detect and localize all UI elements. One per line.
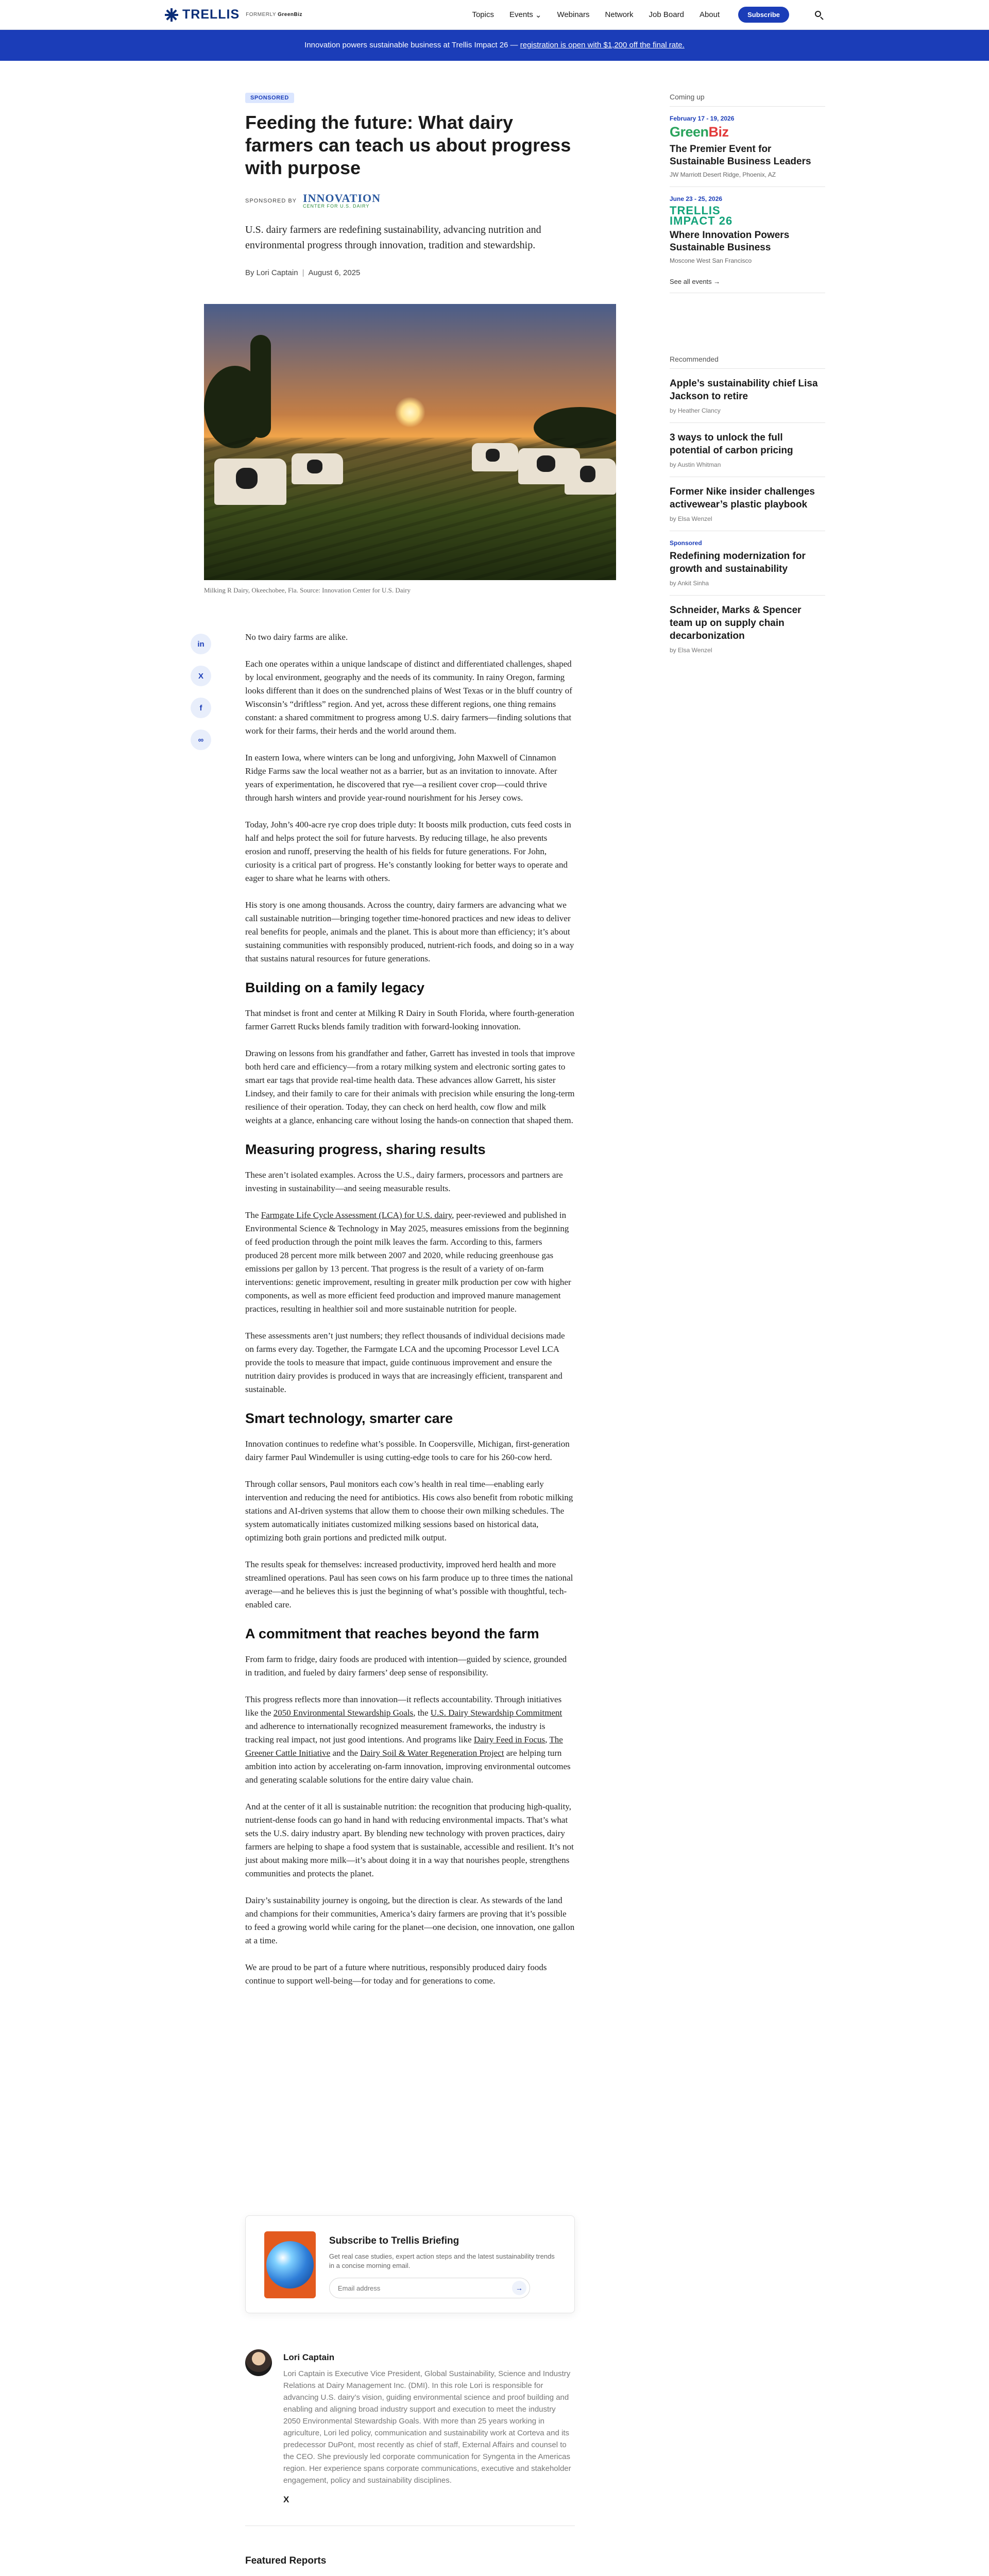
paragraph: His story is one among thousands. Across the country, dairy farmers are advancing what we call sustainable nutrition—bringing together time-honored practices and new ideas to deliver real benefits for people, animals and the planet. This is about more than efficiency; it’s about sustaining communities with responsibly produced, nutrient-rich foods, and doing so in a way that sustains natural resources for future generations. (245, 900, 574, 963)
paragraph: These aren’t isolated examples. Across the U.S., dairy farmers, processors and partners are investing in sustainability—and seeing measurable results. (245, 1170, 563, 1193)
paragraph: From farm to fridge, dairy foods are produced with intention—guided by science, grounded in tradition, and fueled by dairy farmers’ deep sense of responsibility. (245, 1654, 567, 1677)
recommended-item[interactable]: Former Nike insider challenges activewear’s plastic playbook by Elsa Wenzel (670, 485, 825, 531)
chevron-down-icon: ⌄ (535, 10, 542, 20)
nav-about[interactable]: About (699, 10, 720, 19)
x-icon[interactable]: X (191, 666, 211, 686)
sun-glow (395, 397, 425, 428)
copy-link-icon[interactable]: ∞ (191, 730, 211, 750)
soil-water-link[interactable]: Dairy Soil & Water Regeneration Project (360, 1748, 504, 1758)
feed-in-focus-link[interactable]: Dairy Feed in Focus (473, 1735, 545, 1744)
publish-date: August 6, 2025 (308, 268, 361, 277)
earth-icon (264, 2231, 316, 2298)
author-box (245, 2349, 575, 2526)
author-name[interactable]: Lori Captain (283, 2352, 335, 2362)
sidebar (670, 61, 825, 662)
nav-webinars[interactable]: Webinars (557, 10, 590, 19)
paragraph: These assessments aren’t just numbers; they reflect thousands of individual decisions made on farms every day. Together, the Farmgate LCA and the upcoming Processor Level LCA provide the tools to measure that impact, guide continuous improvement and ensure the nutrition dairy provides is produced in ways that are increasingly efficient, transparent and sustainable. (245, 1331, 565, 1394)
featured-reports (245, 2555, 989, 2576)
banner-link[interactable]: registration is open with $1,200 off the final rate. (520, 41, 685, 49)
main-nav (472, 7, 824, 23)
paragraph: That mindset is front and center at Milking R Dairy in South Florida, where fourth-generation farmer Garrett Rucks blends family tradition with forward-looking innovation. (245, 1008, 574, 1031)
cow (214, 459, 286, 505)
trellis-impact-logo: TRELLIS IMPACT 26 (670, 204, 733, 227)
greenbiz-logo: GreenBiz (670, 124, 729, 140)
paragraph: Each one operates within a unique landscape of distinct and differentiated challenges, shaped by local environment, geography and the needs of its community. In rainy Oregon, farming looks different than it does on the sundrenched plains of West Texas or in the bluff country of Wisconsin’s “driftless” region. And yet, across these different regions, one thing remains constant: a shared commitment to progress among U.S. dairy farmers—finding solutions that work for their farms, their herds and the world around them. (245, 659, 572, 736)
paragraph: Today, John’s 400-acre rye crop does triple duty: It boosts milk production, cuts feed costs in half and helps protect the soil for future harvests. By reducing tillage, he also prevents erosion and runoff, preserving the health of his fields for future generations. For John, curiosity is a critical part of progress. He’s constantly looking for better ways to operate and eager to share what he learns with others. (245, 820, 571, 883)
promo-banner (0, 30, 989, 61)
recommended-item[interactable]: 3 ways to unlock the full potential of carbon pricing by Austin Whitman (670, 431, 825, 477)
farmgate-lca-link[interactable]: Farmgate Life Cycle Assessment (LCA) for U.S. dairy (261, 1210, 452, 1220)
event-card[interactable]: June 23 - 25, 2026 TRELLIS IMPACT 26 Where Innovation Powers Sustainable Business Moscone West San Francisco (670, 195, 790, 264)
tree (250, 335, 271, 438)
site-header (0, 0, 989, 30)
image-caption: Milking R Dairy, Okeechobee, Fla. Source: Innovation Center for U.S. Dairy (204, 586, 411, 594)
recommended-item[interactable]: Sponsored Redefining modernization for growth and sustainability by Ankit Sinha (670, 539, 825, 596)
paragraph: No two dairy farms are alike. (245, 632, 348, 642)
article-header (245, 61, 575, 277)
article-body (245, 631, 575, 2001)
paragraph: Innovation continues to redefine what’s possible. In Coopersville, Michigan, first-generation dairy farmer Paul Windemuller is using cutting-edge tools to care for his 260-cow herd. (245, 1439, 570, 1462)
sponsored-tag: SPONSORED (245, 93, 294, 103)
nav-topics[interactable]: Topics (472, 10, 494, 19)
paragraph: This progress reflects more than innovation—it reflects accountability. Through initiatives like the 2050 Environmental Stewardship Goals, the U.S. Dairy Stewardship Commitment and adherence to internationally recognized measurement frameworks, the industry is tracking real impact, not just good intentions. And programs like Dairy Feed in Focus, The Greener Cattle Initiative and the Dairy Soil & Water Regeneration Project are helping turn ambition into action by accelerating on-farm innovation, improving environmental outcomes and generating scalable solutions for the entire dairy value chain. (245, 1694, 571, 1785)
arrow-right-icon[interactable]: → (512, 2281, 526, 2295)
coming-up-heading: Coming up (670, 93, 705, 101)
article-title: Feeding the future: What dairy farmers can teach us about progress with purpose (245, 112, 571, 178)
facebook-icon[interactable]: f (191, 698, 211, 718)
paragraph: Drawing on lessons from his grandfather and father, Garrett has invested in tools that improve both herd care and efficiency—from a rotary milking system and electronic sorting gates to smart ear tags that provide real-time health data. These advances allow Garrett, his sister Lindsey, and their family to care for their animals with precision while ensuring the long-term resilience of their operation. Today, they can check on herd health, cow flow and milk weights at a glance, enhancing care without losing the hands-on connection that shaped them. (245, 1048, 575, 1125)
hero-image (204, 304, 616, 580)
paragraph: In eastern Iowa, where winters can be long and unforgiving, John Maxwell of Cinnamon Ridge Farms saw the local weather not as a barrier, but as an invitation to innovate. After years of experimentation, he discovered that rye—a resilient cover crop—could thrive through harsh winters and provide year-round nourishment for his Jersey cows. (245, 753, 557, 803)
featured-heading: Featured Reports (245, 2555, 327, 2566)
trellis-logo-icon (165, 8, 178, 22)
cow (292, 453, 343, 484)
byline: By Lori Captain | August 6, 2025 (245, 268, 361, 277)
section-heading: Measuring progress, sharing results (245, 1142, 486, 1157)
site-logo[interactable] (165, 7, 240, 22)
stewardship-goals-link[interactable]: 2050 Environmental Stewardship Goals (273, 1708, 414, 1718)
formerly-note: FORMERLY GreenBiz (246, 12, 302, 18)
linkedin-icon[interactable]: in (191, 634, 211, 654)
nav-job-board[interactable]: Job Board (649, 10, 684, 19)
paragraph: Through collar sensors, Paul monitors each cow’s health in real time—enabling early intervention and reducing the need for antibiotics. His cows also benefit from robotic milking stations and AI-driven systems that allow them to choose their own milking schedules. The system automatically initiates customized milking sessions based on historical data, optimizing both grain portions and predicted milk output. (245, 1479, 573, 1543)
search-icon[interactable] (814, 10, 824, 20)
recommended-item[interactable]: Apple’s sustainability chief Lisa Jackson to retire by Heather Clancy (670, 377, 825, 423)
author-bio: Lori Captain is Executive Vice President, Global Sustainability, Science and Industry Relations at Dairy Management Inc. (DMI). In this role Lori is responsible for advancing U.S. dairy’s vision, guiding environmental science and proof building and enabling and aligning broad industry support and execution to meet the industry 2050 Environmental Stewardship Goals. With more than 25 years working in agriculture, Lori led policy, communication and sustainability work at Corteva and its predecessor DuPont, most recently as chief of staff, External Affairs and counsel to the CEO. She previously led corporate communication for Syngenta in the Americas region. Her experience spans corporate communications, executive and stakeholder engagement, policy and sustainability disciplines. (283, 2369, 571, 2485)
author-link[interactable]: By Lori Captain (245, 268, 298, 277)
paragraph: And at the center of it all is sustainable nutrition: the recognition that producing high-quality, nutrient-dense foods can go hand in hand with reducing environmental impacts. That’s what sets the U.S. dairy industry apart. By blending new technology with proven practices, dairy farmers are helping to shape a food system that is sustainable, accessible and resilient. It’s not just about making more milk—it’s about doing it in a way that nourishes people, strengthens communities and protects the planet. (245, 1802, 574, 1878)
subscribe-button[interactable]: Subscribe (738, 7, 789, 23)
email-input[interactable] (338, 2284, 512, 2292)
recommended-item[interactable]: Schneider, Marks & Spencer team up on supply chain decarbonization by Elsa Wenzel (670, 605, 802, 654)
share-rail (191, 634, 211, 750)
logo-text: TRELLIS (182, 7, 240, 22)
newsletter-desc: Get real case studies, expert action steps and the latest sustainability trends in a concise morning email. (329, 2252, 555, 2269)
cow (565, 459, 616, 495)
paragraph: The results speak for themselves: increased productivity, improved herd health and more streamlined operations. Paul has seen cows on his farm produce up to three times the national average—and he believes this is just the beginning of what’s possible with thoughtful, tech-enabled care. (245, 1560, 573, 1609)
section-heading: Smart technology, smarter care (245, 1411, 453, 1426)
stewardship-commitment-link[interactable]: U.S. Dairy Stewardship Commitment (430, 1708, 562, 1718)
email-field-wrap (329, 2278, 530, 2298)
banner-text: Innovation powers sustainable business at Trellis Impact 26 — (304, 41, 518, 49)
newsletter-card (245, 2215, 575, 2313)
sponsor-logo[interactable]: INNOVATION CENTER FOR U.S. DAIRY (303, 192, 381, 209)
nav-network[interactable]: Network (605, 10, 634, 19)
nav-events[interactable]: Events ⌄ (509, 10, 542, 20)
greener-cattle-link[interactable]: The Greener Cattle Initiative (245, 1735, 563, 1758)
paragraph: Dairy’s sustainability journey is ongoing, but the direction is clear. As stewards of the land and champions for their communities, America’s dairy farmers are proving that it’s possible to feed a growing world while caring for the planet—one decision, one innovation, one gallon at a time. (245, 1895, 575, 1945)
section-heading: Building on a family legacy (245, 980, 425, 995)
avatar (245, 2349, 272, 2376)
section-heading: A commitment that reaches beyond the farm (245, 1626, 539, 1641)
event-card[interactable]: February 17 - 19, 2026 GreenBiz The Premier Event for Sustainable Business Leaders JW Marriott Desert Ridge, Phoenix, AZ (670, 115, 825, 178)
recommended-heading: Recommended (670, 355, 719, 363)
newsletter-title: Subscribe to Trellis Briefing (329, 2235, 459, 2246)
arrow-right-icon: → (713, 278, 721, 285)
x-icon[interactable]: X (283, 2495, 289, 2504)
article-dek: U.S. dairy farmers are redefining sustainability, advancing nutrition and environmental progress through innovation, tradition and stewardship. (245, 224, 541, 251)
paragraph: We are proud to be part of a future where nutritious, responsibly produced dairy foods continue to support well-being—for today and for generations to come. (245, 1962, 547, 1986)
cow (472, 443, 518, 471)
paragraph: The Farmgate Life Cycle Assessment (LCA) for U.S. dairy, peer-reviewed and published in Environmental Science & Technology in May 2025, measures emissions from the beginning of feed production through the point milk leaves the farm. According to this, farmers produced 28 percent more milk between 2007 and 2020, while reducing greenhouse gas emissions per gallon by 13 percent. That progress is the result of a variety of on-farm interventions: genetic improvement, resulting in greater milk production per cow with higher components, as well as more efficient feed production and improved manure management practices, resulting in healthier soil and more sustainable nutrition for people. (245, 1210, 571, 1314)
sponsored-by: SPONSORED BY INNOVATION CENTER FOR U.S. DAIRY (245, 192, 381, 209)
see-all-events-link[interactable]: See all events → (670, 278, 721, 285)
